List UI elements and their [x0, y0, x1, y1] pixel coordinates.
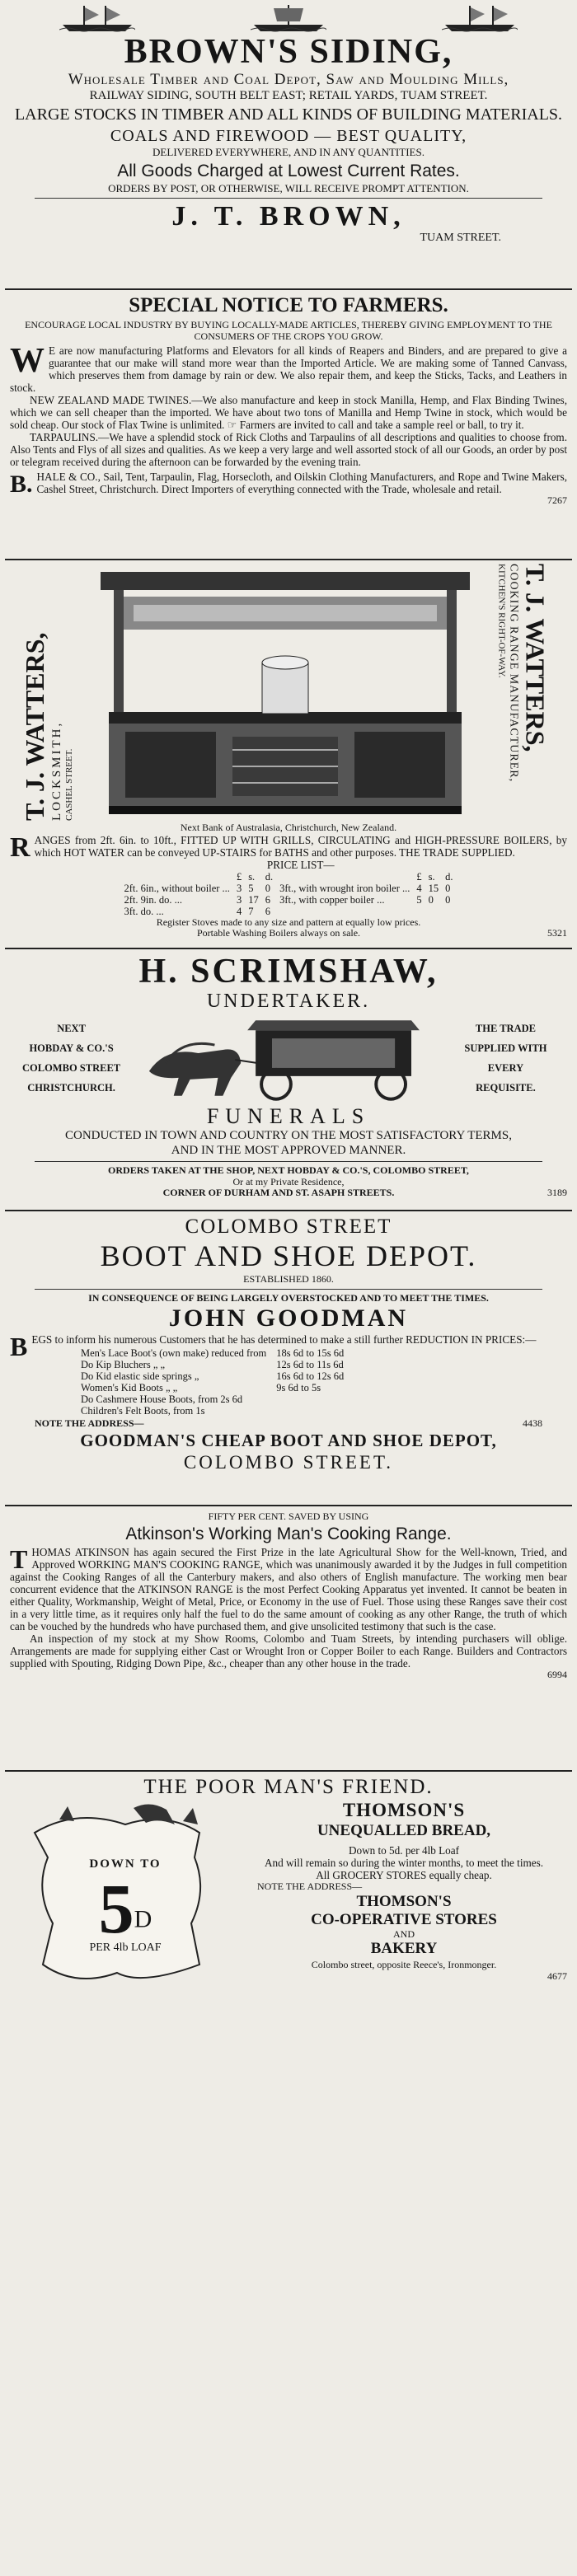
price-row: 3ft. do. ... 4 7 6 — [124, 905, 270, 917]
boot-price-table — [76, 1347, 349, 1417]
thomson-body — [10, 1800, 567, 1994]
thomson-header: THE POOR MAN'S FRIEND. — [143, 1776, 434, 1798]
watters-footer — [10, 928, 567, 939]
farmers-para4: B. HALE & CO., Sail, Tent, Tarpaulin, Flag, Horsecloth, and Oilskin Clothing Manufacturers, and Rope and Twine Makers, Cashel Street, Christchurch. Direct Importers of everything connected with the Trade, wholesale and retail. — [10, 471, 567, 499]
farmers-para1: W E are now manufacturing Platforms and Elevators for all kinds of Reapers and Binders, and are prepared to give a guarantee that our make will stand more wear than the Imported Article. We are making some of Tanned Canvass, which preserves them from damage by rain or dew. We also repair them, and keep the Sticks, Tacks, and Leathers in stock. — [10, 342, 567, 395]
watters-right-name: T. J. WATTERS, — [520, 564, 551, 752]
scrimshaw-footer — [10, 1187, 567, 1199]
browns-line7: ORDERS BY POST, OR OTHERWISE, WILL RECEIVE PROMPT ATTENTION. — [108, 182, 469, 194]
thomson-store3: AND — [393, 1927, 415, 1940]
watters-right-place: KITCHEN'S RIGHT-OF-WAY. — [496, 564, 507, 678]
scrimshaw-line5: CORNER OF DURHAM AND ST. ASAPH STREETS. — [162, 1187, 395, 1199]
goodman-intro: BEGS to inform his numerous Customers that he has determined to make a still further REDUCTION IN PRICES:— — [10, 1332, 537, 1362]
badge-price-value: 5 — [98, 1869, 134, 1948]
watters-note2: Portable Washing Boilers always on sale. — [196, 927, 361, 939]
watters-right-trade: COOKING RANGE MANUFACTURER, — [507, 564, 520, 783]
browns-line5: DELIVERED EVERYWHERE, AND IN ANY QUANTITIES. — [152, 146, 425, 158]
thomson-store4: BAKERY — [370, 1940, 438, 1958]
price-row: 2ft. 9in. do. ... 3 17 6 3ft., with copper boiler ... 5 0 0 — [124, 893, 451, 906]
thomson-store2: CO-OPERATIVE STORES — [311, 1910, 497, 1928]
atkinson-para1: THOMAS ATKINSON has again secured the First Prize in the late Agricultural Show for the Well-known, Tried, and Approved WORKING MAN'S COOKING RANGE, which was unanimously awarded it by the Judges in full competition against the Cooking Ranges of all the Canterbury makers, and also others of English manufacture. The working men bear concurrent evidence that the ATKINSON RANGE is the most Perfect Cooking Apparatus yet invented. It cannot be beaten in either Quality, Workmanship, Weight of Metal, Price, or Economy in the use of Fuel. Those using these Ranges save their cost in a very little time, as it requires only half the fuel to do the same amount of cooking as any other Range, the truth of which can be vouched by the hundreds who have purchased them, and give unsolicited testimony that such is the case. — [10, 1543, 567, 1632]
badge-price-unit: D — [134, 1905, 152, 1933]
ship-icon — [251, 3, 326, 33]
ad-number: 6994 — [547, 1668, 567, 1680]
atkinson-para2: An inspection of my stock at my Show Rooms, Colombo and Tuam Streets, by intending purchasers will oblige. Arrangements are made for supplying either Cast or Wrought Iron or Copper Boiler to each Range. Builders and Contractors supplied with Spouting, Ridging Down Pipe, &c., cheaper than any other house in the trade. — [10, 1632, 567, 1670]
watters-note1: Register Stoves made to any size and pattern at equally low prices. — [156, 916, 421, 928]
watters-right-text — [486, 564, 561, 821]
divider — [35, 198, 542, 199]
watters-ad — [5, 560, 572, 949]
ship-icon — [59, 3, 135, 33]
scrimshaw-trade: UNDERTAKER. — [206, 991, 371, 1012]
watters-left-text — [10, 564, 84, 821]
thomson-title1: THOMSON'S — [342, 1800, 466, 1820]
price-row: 2ft. 6in., without boiler ... 3 5 0 3ft., with wrought iron boiler ... 4 15 0 — [124, 882, 451, 894]
ad-number: 7267 — [547, 494, 567, 507]
thomson-ad — [5, 1772, 572, 2009]
hearse-illustration — [133, 1014, 444, 1103]
browns-line4: COALS AND FIREWOOD — BEST QUALITY, — [110, 127, 467, 145]
browns-address: TUAM STREET. — [420, 232, 501, 244]
goodman-line1: IN CONSEQUENCE OF BEING LARGELY OVERSTOCKED AND TO MEET THE TIMES. — [88, 1291, 489, 1304]
dropcap: T — [10, 1543, 28, 1574]
price-header-row: £ s. d. £ s. d. — [236, 870, 453, 883]
ad-number: 4438 — [523, 1417, 542, 1430]
table-row: Women's Kid Boots „ „ 9s 6d to 5s — [81, 1382, 321, 1394]
thomson-store1: THOMSON'S — [356, 1892, 452, 1910]
ship-illustrations — [10, 2, 567, 33]
thomson-badge — [10, 1800, 241, 1994]
dropcap: W — [10, 342, 45, 381]
atkinson-saved: FIFTY PER CENT. SAVED BY USING — [208, 1510, 369, 1522]
goodman-ad — [5, 1211, 572, 1506]
divider — [35, 1161, 542, 1162]
watters-left-street: CASHEL STREET. — [64, 748, 74, 821]
browns-siding-title: BROWN'S SIDING, — [124, 33, 453, 71]
scrimshaw-name: H. SCRIMSHAW, — [138, 953, 439, 991]
scrimshaw-funerals: FUNERALS — [206, 1104, 371, 1128]
ship-icon — [442, 3, 518, 33]
goodman-note-row — [10, 1418, 567, 1430]
scrimshaw-line1: CONDUCTED IN TOWN AND COUNTRY ON THE MOST SATISFACTORY TERMS, — [64, 1129, 512, 1142]
watters-price-title: PRICE LIST— — [266, 858, 335, 871]
scrimshaw-right-list: THE TRADE SUPPLIED WITH EVERY REQUISITE. — [464, 1023, 547, 1094]
newspaper-column — [5, 0, 572, 2009]
goodman-established: ESTABLISHED 1860. — [243, 1273, 334, 1285]
watters-address: Next Bank of Australasia, Christchurch, New Zealand. — [180, 822, 397, 833]
browns-line2: RAILWAY SIDING, SOUTH BELT EAST; RETAIL YARDS, TUAM STREET. — [89, 89, 488, 102]
browns-line6: All Goods Charged at Lowest Current Rates. — [117, 162, 460, 180]
ad-number: 4677 — [547, 1969, 567, 1982]
browns-line1: Wholesale Timber and Coal Depot, Saw and Moulding Mills, — [68, 71, 509, 88]
thomson-title2: UNEQUALLED BREAD, — [317, 1822, 491, 1839]
scrimshaw-ad — [5, 949, 572, 1211]
scrimshaw-line4: Or at my Private Residence, — [232, 1175, 345, 1187]
ad-number: 5321 — [547, 927, 567, 939]
thomson-line1: Down to 5d. per 4lb Loaf — [348, 1844, 460, 1857]
farmers-para3: TARPAULINS.—We have a splendid stock of Rick Cloths and Tarpaulins of all descriptions and qualities to choose from. Also Tents and Flys of all sizes and qualities. As we keep a very large and well assorted stock of all our Goods, an order by post or telegram received during the afternoon can be forwarded by the evening train. — [10, 431, 567, 469]
dropcap: B. — [10, 471, 33, 499]
price-table — [120, 871, 456, 917]
divider — [35, 1289, 542, 1290]
goodman-note: NOTE THE ADDRESS— — [35, 1417, 144, 1430]
goodman-name: JOHN GOODMAN — [168, 1304, 409, 1332]
farmers-intro: ENCOURAGE LOCAL INDUSTRY BY BUYING LOCALLY-MADE ARTICLES, THEREBY GIVING EMPLOYMENT TO THE CONSUMERS OF THE CROPS YOU GROW. — [25, 319, 552, 342]
dropcap: B — [10, 1332, 28, 1362]
cooking-range-illustration — [84, 564, 486, 819]
goodman-footer1: GOODMAN'S CHEAP BOOT AND SHOE DEPOT, — [80, 1430, 497, 1450]
browns-siding-ad — [5, 0, 572, 290]
table-row: Do Kip Bluchers „ „ 12s 6d to 11s 6d — [81, 1359, 344, 1371]
table-row: Men's Lace Boot's (own make) reduced from 18s 6d to 15s 6d — [81, 1347, 345, 1360]
atkinson-ad — [5, 1506, 572, 1772]
hearse-row — [10, 1012, 567, 1104]
thomson-text — [241, 1800, 567, 1994]
watters-left-name: T. J. WATTERS, — [20, 632, 49, 821]
ad-number: 3189 — [547, 1187, 567, 1199]
goodman-header1: COLOMBO STREET — [185, 1215, 392, 1238]
thomson-line4: NOTE THE ADDRESS— — [257, 1880, 363, 1892]
badge-top: DOWN TO — [89, 1857, 162, 1871]
thomson-line2: And will remain so during the winter months, to meet the times. — [264, 1857, 544, 1869]
goodman-footer2: COLOMBO STREET. — [183, 1451, 394, 1473]
badge-bottom: PER 4lb LOAF — [89, 1941, 162, 1954]
watters-left-trade: LOCKSMITH, — [50, 720, 63, 821]
watters-illustration-row — [10, 564, 567, 821]
browns-name: J. T. BROWN, — [171, 201, 406, 232]
farmers-title: SPECIAL NOTICE TO FARMERS. — [129, 294, 448, 316]
table-row: Do Cashmere House Boots, from 2s 6d — [81, 1393, 243, 1406]
farmers-para2: NEW ZEALAND MADE TWINES.—We also manufacture and keep in stock Manilla, Hemp, and Flax Binding Twines, which we can sell cheaper than the imported. We have about two tons of Manilla and Hemp Twine in stock, which would be sold cheap. Our stock of Flax Twine is unlimited. ☞ Farmers are invited to call and take a sample reel or ball, to try it. — [10, 394, 567, 432]
table-row: Children's Felt Boots, from 1s — [81, 1405, 205, 1417]
table-row: Do Kid elastic side springs „ 16s 6d to 12s 6d — [81, 1370, 345, 1383]
thomson-street: Colombo street, opposite Reece's, Ironmonger. — [311, 1959, 497, 1971]
scrimshaw-left-list: NEXT HOBDAY & CO.'S COLOMBO STREET CHRISTCHURCH. — [22, 1023, 121, 1094]
scrimshaw-line2: AND IN THE MOST APPROVED MANNER. — [171, 1144, 406, 1157]
goodman-header2: BOOT AND SHOE DEPOT. — [100, 1239, 477, 1272]
farmers-notice-ad — [5, 290, 572, 560]
watters-para: RANGES from 2ft. 6in. to 10ft., FITTED UP WITH GRILLS, CIRCULATING and HIGH-PRESSURE BOILERS, by which HOT WATER can be conveyed UP-STAIRS for BATHS and other purposes. THE TRADE SUPPLIED. — [10, 831, 567, 863]
scrimshaw-line3: ORDERS TAKEN AT THE SHOP, NEXT HOBDAY & CO.'S, COLOMBO STREET, — [108, 1164, 469, 1176]
browns-line3: LARGE STOCKS IN TIMBER AND ALL KINDS OF BUILDING MATERIALS. — [14, 105, 563, 124]
atkinson-title: Atkinson's Working Man's Cooking Range. — [125, 1524, 452, 1543]
thomson-line3: All GROCERY STORES equally cheap. — [316, 1869, 492, 1881]
dropcap: R — [10, 831, 30, 863]
